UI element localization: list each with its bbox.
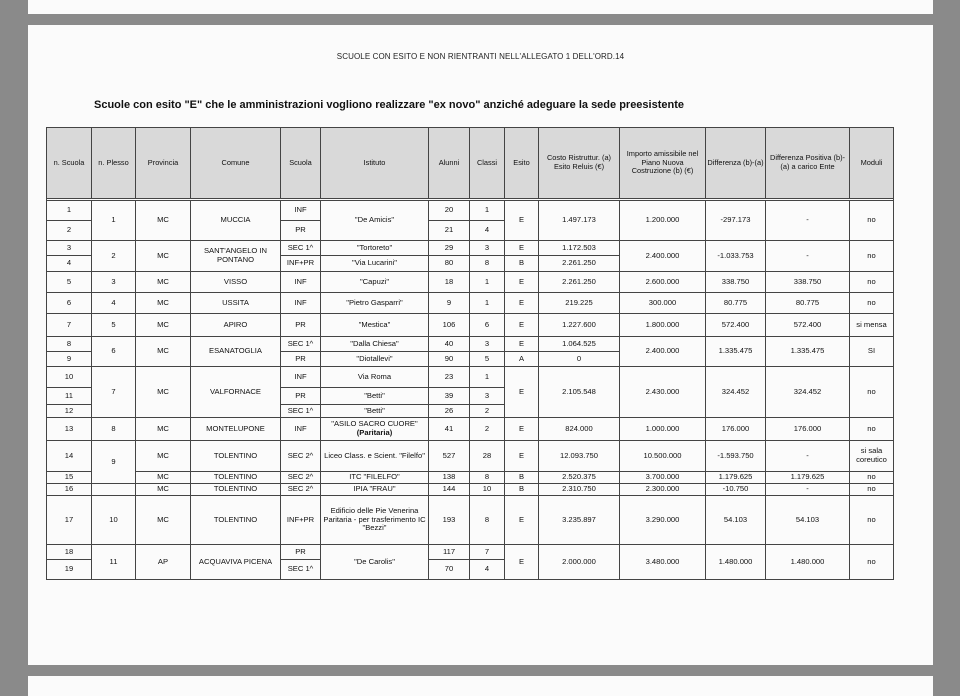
cell-costo: 2.000.000 xyxy=(539,545,620,580)
cell-istituto: ITC "FILELFO" xyxy=(321,472,429,484)
table-row xyxy=(47,418,894,441)
cell-scuola: SEC 2^ xyxy=(281,484,321,496)
cell-esito: E xyxy=(505,314,539,337)
cell-istituto xyxy=(321,418,429,441)
cell-provincia: MC xyxy=(136,441,191,472)
cell-scuola: PR xyxy=(281,545,321,560)
cell-provincia: MC xyxy=(136,367,191,418)
cell-comune: TOLENTINO xyxy=(191,441,281,472)
cell-comune: TOLENTINO xyxy=(191,496,281,545)
cell-differenza-positiva: 338.750 xyxy=(766,272,850,293)
table-row xyxy=(47,441,894,472)
cell-comune: VISSO xyxy=(191,272,281,293)
cell-differenza-positiva: - xyxy=(766,201,850,241)
table-header-row xyxy=(47,128,894,199)
cell-costo: 824.000 xyxy=(539,418,620,441)
cell-importo: 10.500.000 xyxy=(620,441,706,472)
table-row xyxy=(47,272,894,293)
cell-alunni: 106 xyxy=(429,314,470,337)
section-title: Scuole con esito "E" che le amministrazioni vogliono realizzare "ex novo" anziché adeguare la sede preesistente xyxy=(94,99,684,111)
cell-moduli: no xyxy=(850,496,894,545)
table-row xyxy=(47,241,894,256)
cell-differenza: 338.750 xyxy=(706,272,766,293)
table-row xyxy=(47,337,894,352)
cell-comune: ESANATOGLIA xyxy=(191,337,281,367)
cell-differenza: 176.000 xyxy=(706,418,766,441)
schools-table xyxy=(46,127,894,580)
cell-esito: E xyxy=(505,241,539,256)
cell-differenza-positiva: 324.452 xyxy=(766,367,850,418)
cell-istituto: "Pietro Gasparri" xyxy=(321,293,429,314)
cell-scuola: INF+PR xyxy=(281,496,321,545)
cell-costo: 1.064.525 xyxy=(539,337,620,352)
header-istituto: Istituto xyxy=(321,128,429,199)
cell-differenza: 324.452 xyxy=(706,367,766,418)
cell-moduli: no xyxy=(850,545,894,580)
cell-n: 16 xyxy=(47,484,92,496)
cell-istituto: "De Amicis" xyxy=(321,201,429,241)
header-classi: Classi xyxy=(470,128,505,199)
cell-provincia: MC xyxy=(136,418,191,441)
cell-classi: 2 xyxy=(470,405,505,418)
cell-n: 19 xyxy=(47,560,92,580)
cell-istituto: "Mestica" xyxy=(321,314,429,337)
cell-classi: 3 xyxy=(470,241,505,256)
cell-provincia: MC xyxy=(136,472,191,484)
cell-istituto: "Capuzi" xyxy=(321,272,429,293)
cell-n: 10 xyxy=(47,367,92,388)
cell-alunni: 9 xyxy=(429,293,470,314)
cell-alunni: 26 xyxy=(429,405,470,418)
cell-costo: 1.172.503 xyxy=(539,241,620,256)
cell-alunni: 90 xyxy=(429,352,470,367)
cell-scuola: INF xyxy=(281,293,321,314)
cell-moduli: no xyxy=(850,241,894,272)
cell-importo: 1.800.000 xyxy=(620,314,706,337)
cell-alunni: 20 xyxy=(429,201,470,221)
cell-differenza: 1.480.000 xyxy=(706,545,766,580)
cell-provincia: MC xyxy=(136,337,191,367)
cell-scuola: INF xyxy=(281,367,321,388)
cell-moduli: si mensa xyxy=(850,314,894,337)
cell-scuola: SEC 2^ xyxy=(281,472,321,484)
cell-esito: E xyxy=(505,545,539,580)
cell-plesso: 2 xyxy=(92,241,136,272)
cell-classi: 6 xyxy=(470,314,505,337)
cell-scuola: PR xyxy=(281,221,321,241)
cell-classi: 5 xyxy=(470,352,505,367)
cell-esito: B xyxy=(505,484,539,496)
cell-plesso xyxy=(92,484,136,496)
cell-differenza: -1.593.750 xyxy=(706,441,766,472)
cell-plesso: 7 xyxy=(92,367,136,418)
table-row xyxy=(47,201,894,221)
cell-istituto: "Betti" xyxy=(321,388,429,405)
cell-classi: 3 xyxy=(470,388,505,405)
cell-plesso: 9 xyxy=(92,441,136,484)
cell-classi: 8 xyxy=(470,472,505,484)
cell-alunni: 23 xyxy=(429,367,470,388)
cell-istituto: IPIA "FRAU" xyxy=(321,484,429,496)
cell-differenza-positiva: 1.480.000 xyxy=(766,545,850,580)
cell-differenza-positiva: 1.179.625 xyxy=(766,472,850,484)
cell-importo: 3.700.000 xyxy=(620,472,706,484)
cell-alunni: 39 xyxy=(429,388,470,405)
cell-moduli: no xyxy=(850,418,894,441)
cell-scuola: PR xyxy=(281,314,321,337)
cell-n: 12 xyxy=(47,405,92,418)
cell-scuola: SEC 1^ xyxy=(281,337,321,352)
cell-comune: USSITA xyxy=(191,293,281,314)
cell-classi: 4 xyxy=(470,560,505,580)
cell-moduli: no xyxy=(850,367,894,418)
cell-differenza: 1.179.625 xyxy=(706,472,766,484)
cell-n: 1 xyxy=(47,201,92,221)
cell-n: 17 xyxy=(47,496,92,545)
cell-costo: 1.227.600 xyxy=(539,314,620,337)
cell-istituto: Edificio delle Pie Venerina Paritaria - per trasferimento IC "Bezzi" xyxy=(321,496,429,545)
cell-scuola: PR xyxy=(281,352,321,367)
cell-classi: 1 xyxy=(470,201,505,221)
cell-differenza-positiva: 572.400 xyxy=(766,314,850,337)
cell-n: 5 xyxy=(47,272,92,293)
table-row xyxy=(47,367,894,388)
cell-differenza: 80.775 xyxy=(706,293,766,314)
cell-differenza: -1.033.753 xyxy=(706,241,766,272)
cell-importo: 2.400.000 xyxy=(620,337,706,367)
cell-plesso: 6 xyxy=(92,337,136,367)
cell-costo: 12.093.750 xyxy=(539,441,620,472)
cell-differenza: 572.400 xyxy=(706,314,766,337)
cell-scuola: INF xyxy=(281,418,321,441)
cell-comune: MONTELUPONE xyxy=(191,418,281,441)
cell-plesso: 4 xyxy=(92,293,136,314)
cell-scuola: SEC 1^ xyxy=(281,560,321,580)
cell-istituto: "Dalla Chiesa" xyxy=(321,337,429,352)
cell-moduli: no xyxy=(850,293,894,314)
next-page-edge xyxy=(28,676,933,696)
cell-n: 18 xyxy=(47,545,92,560)
cell-moduli: SI xyxy=(850,337,894,367)
cell-esito: E xyxy=(505,337,539,352)
cell-istituto: "Tortoreto" xyxy=(321,241,429,256)
cell-differenza: -10.750 xyxy=(706,484,766,496)
cell-esito: E xyxy=(505,496,539,545)
cell-importo: 1.000.000 xyxy=(620,418,706,441)
cell-comune: TOLENTINO xyxy=(191,472,281,484)
header-n-scuola: n. Scuola xyxy=(47,128,92,199)
cell-classi: 28 xyxy=(470,441,505,472)
cell-classi: 1 xyxy=(470,293,505,314)
cell-plesso: 10 xyxy=(92,496,136,545)
cell-importo: 2.600.000 xyxy=(620,272,706,293)
cell-differenza-positiva: - xyxy=(766,241,850,272)
cell-n: 13 xyxy=(47,418,92,441)
document-page xyxy=(28,25,933,665)
cell-n: 14 xyxy=(47,441,92,472)
cell-provincia: MC xyxy=(136,496,191,545)
cell-costo: 2.520.375 xyxy=(539,472,620,484)
cell-importo: 2.300.000 xyxy=(620,484,706,496)
cell-scuola: SEC 1^ xyxy=(281,241,321,256)
cell-moduli: no xyxy=(850,272,894,293)
cell-classi: 3 xyxy=(470,337,505,352)
cell-scuola: INF xyxy=(281,272,321,293)
table-row xyxy=(47,293,894,314)
cell-importo: 3.480.000 xyxy=(620,545,706,580)
cell-alunni: 193 xyxy=(429,496,470,545)
cell-moduli: no xyxy=(850,201,894,241)
cell-plesso: 8 xyxy=(92,418,136,441)
cell-provincia: MC xyxy=(136,272,191,293)
cell-comune: ACQUAVIVA PICENA xyxy=(191,545,281,580)
cell-n: 3 xyxy=(47,241,92,256)
cell-istituto: "Diotallevi" xyxy=(321,352,429,367)
cell-esito: A xyxy=(505,352,539,367)
cell-classi: 7 xyxy=(470,545,505,560)
cell-classi: 8 xyxy=(470,496,505,545)
cell-alunni: 40 xyxy=(429,337,470,352)
cell-istituto: "Betti" xyxy=(321,405,429,418)
cell-provincia: MC xyxy=(136,201,191,241)
cell-istituto: Liceo Class. e Scient. "Filelfo" xyxy=(321,441,429,472)
cell-esito: E xyxy=(505,418,539,441)
cell-differenza-positiva: 176.000 xyxy=(766,418,850,441)
cell-differenza-positiva: - xyxy=(766,441,850,472)
cell-costo: 0 xyxy=(539,352,620,367)
cell-importo: 3.290.000 xyxy=(620,496,706,545)
cell-n: 6 xyxy=(47,293,92,314)
cell-classi: 10 xyxy=(470,484,505,496)
cell-comune: APIRO xyxy=(191,314,281,337)
cell-importo: 1.200.000 xyxy=(620,201,706,241)
cell-provincia: MC xyxy=(136,293,191,314)
cell-esito: B xyxy=(505,472,539,484)
cell-comune: SANT'ANGELO IN PONTANO xyxy=(191,241,281,272)
header-n-plesso: n. Plesso xyxy=(92,128,136,199)
cell-istituto: "Via Lucarini" xyxy=(321,256,429,272)
cell-plesso: 3 xyxy=(92,272,136,293)
table-row xyxy=(47,314,894,337)
cell-alunni: 138 xyxy=(429,472,470,484)
cell-moduli: no xyxy=(850,484,894,496)
cell-classi: 1 xyxy=(470,367,505,388)
cell-classi: 1 xyxy=(470,272,505,293)
cell-n: 8 xyxy=(47,337,92,352)
cell-classi: 2 xyxy=(470,418,505,441)
header-scuola: Scuola xyxy=(281,128,321,199)
cell-alunni: 70 xyxy=(429,560,470,580)
cell-costo: 2.261.250 xyxy=(539,256,620,272)
cell-alunni: 29 xyxy=(429,241,470,256)
cell-plesso: 1 xyxy=(92,201,136,241)
cell-plesso: 11 xyxy=(92,545,136,580)
header-differenza: Differenza (b)-(a) xyxy=(706,128,766,199)
cell-moduli: no xyxy=(850,472,894,484)
cell-n: 7 xyxy=(47,314,92,337)
cell-moduli: si sala coreutico xyxy=(850,441,894,472)
cell-esito: E xyxy=(505,293,539,314)
previous-page-edge xyxy=(28,0,933,14)
cell-alunni: 18 xyxy=(429,272,470,293)
cell-n: 11 xyxy=(47,388,92,405)
istituto-note: (Paritaria) xyxy=(356,428,393,437)
cell-costo: 219.225 xyxy=(539,293,620,314)
cell-scuola: SEC 1^ xyxy=(281,405,321,418)
cell-n: 4 xyxy=(47,256,92,272)
header-esito: Esito xyxy=(505,128,539,199)
cell-alunni: 117 xyxy=(429,545,470,560)
cell-istituto: Via Roma xyxy=(321,367,429,388)
cell-differenza-positiva: 54.103 xyxy=(766,496,850,545)
cell-comune: MUCCIA xyxy=(191,201,281,241)
cell-n: 9 xyxy=(47,352,92,367)
cell-provincia: MC xyxy=(136,241,191,272)
cell-differenza-positiva: - xyxy=(766,484,850,496)
cell-alunni: 41 xyxy=(429,418,470,441)
table-row xyxy=(47,484,894,496)
cell-scuola: SEC 2^ xyxy=(281,441,321,472)
cell-classi: 8 xyxy=(470,256,505,272)
cell-alunni: 21 xyxy=(429,221,470,241)
cell-esito: E xyxy=(505,201,539,241)
cell-comune: TOLENTINO xyxy=(191,484,281,496)
cell-esito: E xyxy=(505,272,539,293)
cell-plesso: 5 xyxy=(92,314,136,337)
header-moduli: Moduli xyxy=(850,128,894,199)
cell-scuola: INF+PR xyxy=(281,256,321,272)
header-alunni: Alunni xyxy=(429,128,470,199)
cell-esito: E xyxy=(505,367,539,418)
cell-differenza: 54.103 xyxy=(706,496,766,545)
cell-classi: 4 xyxy=(470,221,505,241)
cell-costo: 2.105.548 xyxy=(539,367,620,418)
cell-provincia: AP xyxy=(136,545,191,580)
table-row xyxy=(47,545,894,560)
cell-alunni: 80 xyxy=(429,256,470,272)
cell-costo: 2.310.750 xyxy=(539,484,620,496)
cell-importo: 2.400.000 xyxy=(620,241,706,272)
table-row xyxy=(47,496,894,545)
table-row xyxy=(47,472,894,484)
header-provincia: Provincia xyxy=(136,128,191,199)
istituto-name: "ASILO SACRO CUORE" xyxy=(331,419,418,429)
cell-provincia: MC xyxy=(136,484,191,496)
cell-alunni: 527 xyxy=(429,441,470,472)
document-title: SCUOLE CON ESITO E NON RIENTRANTI NELL'ALLEGATO 1 DELL'ORD.14 xyxy=(336,52,625,61)
cell-differenza: 1.335.475 xyxy=(706,337,766,367)
cell-differenza-positiva: 80.775 xyxy=(766,293,850,314)
cell-importo: 2.430.000 xyxy=(620,367,706,418)
cell-provincia: MC xyxy=(136,314,191,337)
cell-esito: B xyxy=(505,256,539,272)
cell-esito: E xyxy=(505,441,539,472)
cell-n: 2 xyxy=(47,221,92,241)
cell-differenza: -297.173 xyxy=(706,201,766,241)
header-differenza-positiva: Differenza Positiva (b)-(a) a carico Ente xyxy=(766,128,850,199)
cell-costo: 2.261.250 xyxy=(539,272,620,293)
cell-differenza-positiva: 1.335.475 xyxy=(766,337,850,367)
cell-costo: 1.497.173 xyxy=(539,201,620,241)
header-importo: Importo amissibile nel Piano Nuova Costruzione (b) (€) xyxy=(620,128,706,199)
cell-n: 15 xyxy=(47,472,92,484)
cell-importo: 300.000 xyxy=(620,293,706,314)
header-costo: Costo Ristruttur. (a) Esito Reluis (€) xyxy=(539,128,620,199)
cell-alunni: 144 xyxy=(429,484,470,496)
cell-scuola: INF xyxy=(281,201,321,221)
cell-istituto: "De Carolis" xyxy=(321,545,429,580)
header-comune: Comune xyxy=(191,128,281,199)
cell-comune: VALFORNACE xyxy=(191,367,281,418)
cell-scuola: PR xyxy=(281,388,321,405)
cell-costo: 3.235.897 xyxy=(539,496,620,545)
